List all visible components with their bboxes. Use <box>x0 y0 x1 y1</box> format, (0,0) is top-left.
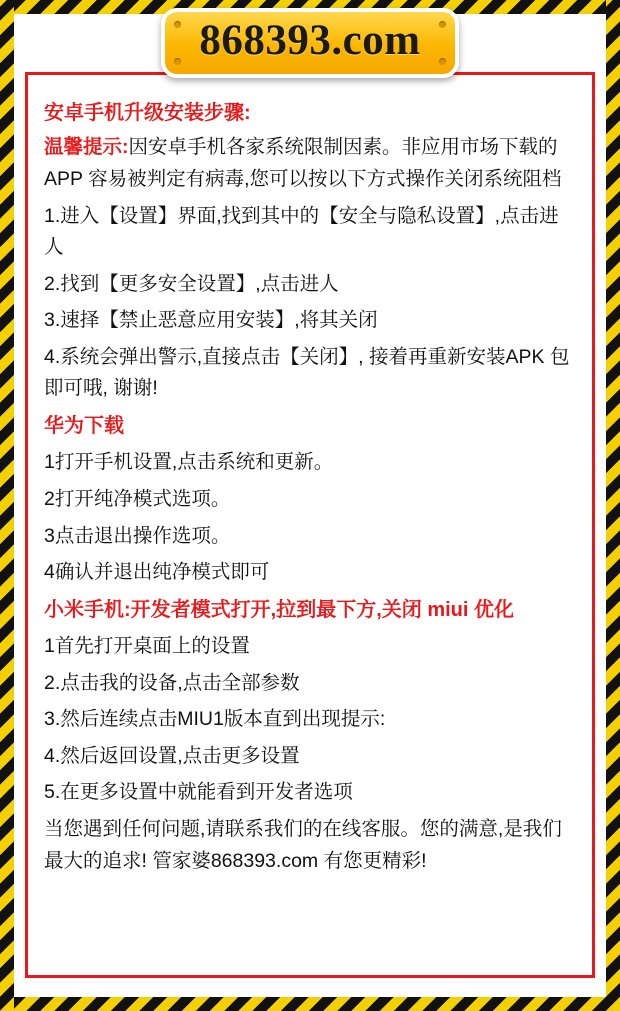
xiaomi-step: 4.然后返回设置,点击更多设置 <box>44 744 300 767</box>
badge-bolt-icon <box>439 58 446 65</box>
instructions-panel <box>25 72 595 978</box>
xiaomi-section-title: 小米手机:开发者模式打开,拉到最下方,关闭 miui 优化 <box>44 598 514 621</box>
badge-bolt-icon <box>174 21 181 28</box>
badge-bolt-icon <box>174 58 181 65</box>
huawei-step: 2打开纯净模式选项。 <box>44 487 231 510</box>
android-step: 3.速择【禁止恶意应用安装】,将其关闭 <box>44 309 378 332</box>
huawei-step: 3点击退出操作选项。 <box>44 524 231 547</box>
android-section-title: 安卓手机升级安装步骤: <box>44 102 251 124</box>
huawei-section-title: 华为下载 <box>44 415 124 438</box>
android-step: 2.找到【更多安全设置】,点击进人 <box>44 272 339 295</box>
hazard-stripe-right <box>606 0 620 1011</box>
poster-inner <box>14 14 606 997</box>
android-step: 1.进入【设置】界面,找到其中的【安全与隐私设置】,点击进人 <box>44 204 559 259</box>
android-step: 4.系统会弹出警示,直接点击【关闭】, 接着再重新安装APK 包即可哦, 谢谢! <box>44 345 570 400</box>
huawei-step: 1打开手机设置,点击系统和更新。 <box>44 451 334 474</box>
xiaomi-step: 5.在更多设置中就能看到开发者选项 <box>44 781 353 804</box>
xiaomi-step: 1首先打开桌面上的设置 <box>44 635 250 658</box>
xiaomi-step: 2.点击我的设备,点击全部参数 <box>44 671 300 694</box>
xiaomi-step: 3.然后连续点击MIU1版本直到出现提示: <box>44 708 386 731</box>
hazard-stripe-bottom <box>0 997 620 1011</box>
brand-badge <box>161 8 458 77</box>
warm-tip-label: 温馨提示: <box>44 136 129 159</box>
hazard-stripe-left <box>0 0 14 1011</box>
brand-title: 868393.com <box>199 17 421 65</box>
warm-tip-text: 因安卓手机各家系统限制因素。非应用市场下载的 APP 容易被判定有病毒,您可以按以下方式操作关闭系统阻档 <box>44 136 562 190</box>
footer-message: 当您遇到任何问题,请联系我们的在线客服。您的满意,是我们最大的追求! 管家婆868393.com 有您更精彩! <box>44 818 562 872</box>
huawei-step: 4确认并退出纯净模式即可 <box>44 561 270 584</box>
brand-header <box>14 2 606 84</box>
warm-tip-paragraph <box>44 132 578 195</box>
badge-bolt-icon <box>439 21 446 28</box>
